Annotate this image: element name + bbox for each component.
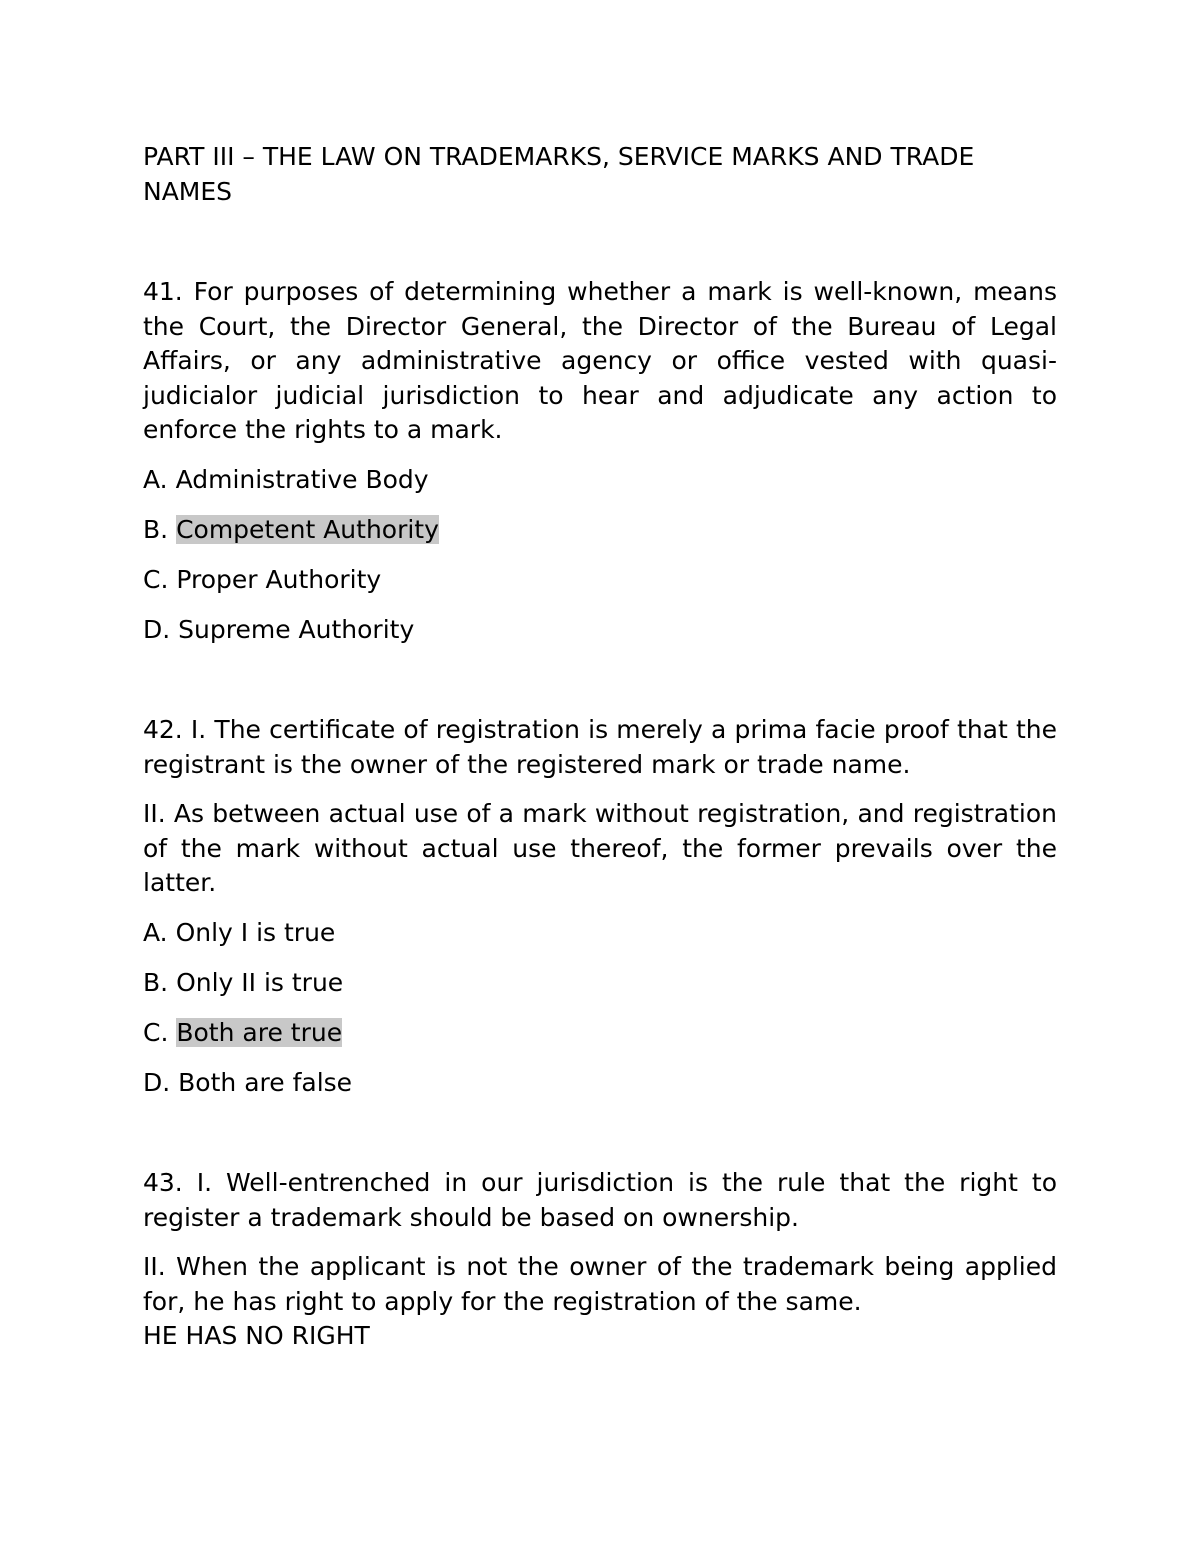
option-letter: B. (143, 514, 169, 544)
document-page (143, 140, 1057, 1369)
statement-two-text: II. When the applicant is not the owner of the trademark being applied for, he has right to apply for the registration of the same. (143, 1252, 1057, 1316)
question-42 (143, 713, 1057, 1100)
statement-one: 42. I. The certificate of registration is merely a prima facie proof that the registrant is the owner of the registered mark or trade name. (143, 715, 1057, 779)
option-letter: D. (143, 1067, 171, 1097)
option-letter: C. (143, 1017, 169, 1047)
question-43 (143, 1166, 1057, 1354)
option-c (143, 1016, 1057, 1051)
part-title: PART III – THE LAW ON TRADEMARKS, SERVICE MARKS AND TRADE NAMES (143, 142, 975, 206)
statement-two: II. As between actual use of a mark without registration, and registration of the mark without actual use thereof, the former prevails over the latter. (143, 799, 1057, 897)
option-text: Supreme Authority (178, 614, 415, 644)
option-letter: C. (143, 564, 169, 594)
option-a (143, 463, 1057, 498)
answer-note: HE HAS NO RIGHT (143, 1321, 370, 1350)
option-d (143, 1066, 1057, 1101)
option-b (143, 966, 1057, 1001)
option-b (143, 513, 1057, 548)
option-text: Only II is true (176, 967, 344, 997)
option-a (143, 916, 1057, 951)
statement-one: 43. I. Well-entrenched in our jurisdiction is the rule that the right to register a trademark should be based on ownership. (143, 1168, 1057, 1232)
highlighted-answer: Competent Authority (176, 514, 439, 544)
option-text: Administrative Body (175, 464, 429, 494)
option-letter: A. (143, 917, 168, 947)
option-letter: D. (143, 614, 171, 644)
option-text: Proper Authority (176, 564, 382, 594)
option-letter: A. (143, 464, 168, 494)
option-letter: B. (143, 967, 169, 997)
statement-two (143, 1250, 1057, 1354)
option-text: Both are false (178, 1067, 353, 1097)
option-d (143, 613, 1057, 648)
option-c (143, 563, 1057, 598)
question-41 (143, 275, 1057, 647)
highlighted-answer: Both are true (176, 1017, 343, 1047)
question-stem: 41. For purposes of determining whether a mark is well-known, means the Court, the Director General, the Director of the Bureau of Legal Affairs, or any administrative agency or office vested with quasi-judicialor judicial jurisdiction to hear and adjudicate any action to enforce the rights to a mark. (143, 277, 1057, 444)
option-text: Only I is true (175, 917, 336, 947)
